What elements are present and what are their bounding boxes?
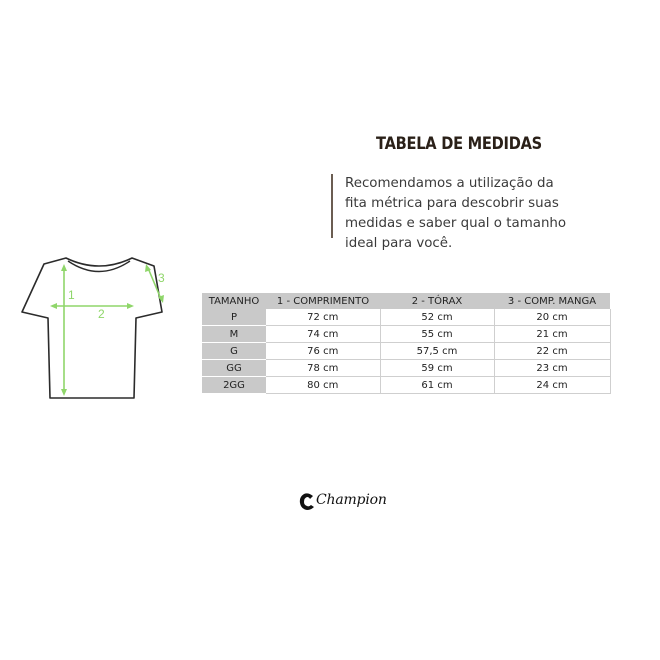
chest-cell: 61 cm — [380, 377, 494, 394]
champion-logo — [298, 490, 394, 516]
brand-name: Champion — [316, 492, 387, 508]
size-cell: GG — [202, 360, 266, 377]
column-header-chest: 2 - TÓRAX — [380, 293, 494, 309]
chest-cell: 55 cm — [380, 326, 494, 343]
table-header-row — [202, 293, 610, 309]
tshirt-measurement-diagram — [14, 252, 194, 412]
intro-text: Recomendamos a utilização da fita métrica para descobrir suas medidas e saber qual o tamanho ideal para você. — [345, 176, 567, 251]
table-row — [202, 343, 610, 360]
sleeve-cell: 22 cm — [494, 343, 610, 360]
sleeve-cell: 23 cm — [494, 360, 610, 377]
arrow-left-icon — [50, 303, 57, 309]
measure-label-1: 1 — [68, 288, 75, 302]
size-cell: M — [202, 326, 266, 343]
arrow-down-icon — [61, 389, 67, 396]
column-header-sleeve: 3 - COMP. MANGA — [494, 293, 610, 309]
chest-cell: 59 cm — [380, 360, 494, 377]
sleeve-cell: 21 cm — [494, 326, 610, 343]
size-cell: G — [202, 343, 266, 360]
column-header-length: 1 - COMPRIMENTO — [266, 293, 380, 309]
column-header-size: TAMANHO — [202, 293, 266, 309]
length-cell: 76 cm — [266, 343, 380, 360]
page-title: TABELA DE MEDIDAS — [376, 134, 542, 154]
chest-cell: 57,5 cm — [380, 343, 494, 360]
sleeve-cell: 24 cm — [494, 377, 610, 394]
size-cell: 2GG — [202, 377, 266, 394]
sleeve-cell: 20 cm — [494, 309, 610, 326]
size-table — [202, 293, 611, 394]
arrow-right-icon — [127, 303, 134, 309]
accent-divider — [331, 174, 333, 238]
length-cell: 78 cm — [266, 360, 380, 377]
measure-label-3: 3 — [158, 271, 165, 285]
size-cell: P — [202, 309, 266, 326]
length-cell: 72 cm — [266, 309, 380, 326]
table-row — [202, 360, 610, 377]
table-row — [202, 309, 610, 326]
table-row — [202, 326, 610, 343]
chest-cell: 52 cm — [380, 309, 494, 326]
length-cell: 74 cm — [266, 326, 380, 343]
champion-c-icon — [298, 491, 318, 513]
measure-label-2: 2 — [98, 307, 105, 321]
table-row — [202, 377, 610, 394]
arrow-up-icon — [61, 264, 67, 271]
length-cell: 80 cm — [266, 377, 380, 394]
tshirt-outline — [22, 258, 162, 398]
